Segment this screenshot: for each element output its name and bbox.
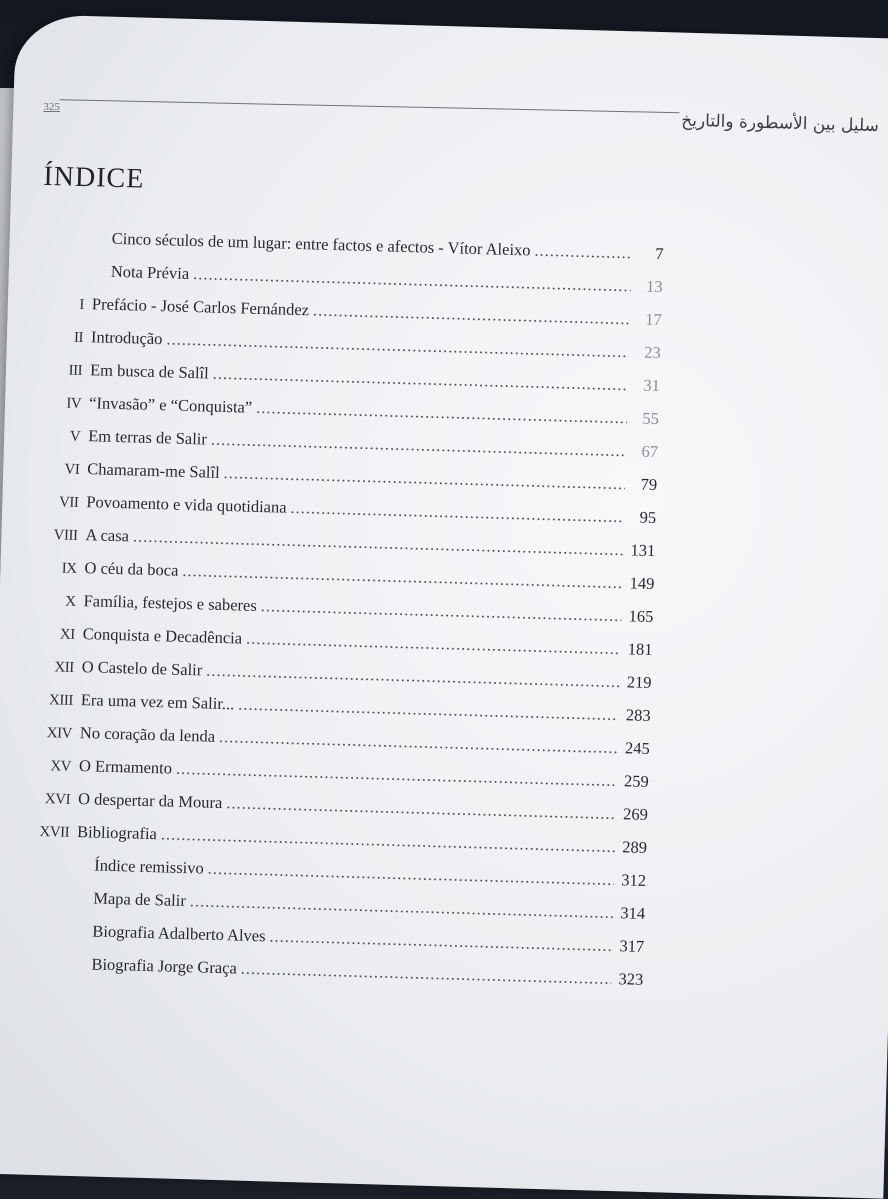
chapter-title: Mapa de Salir xyxy=(93,888,187,911)
chapter-title: O Castelo de Salir xyxy=(81,657,203,680)
chapter-number: V xyxy=(69,428,81,445)
page-ref: 181 xyxy=(627,639,653,660)
page-ref: 17 xyxy=(644,309,662,330)
chapter-number xyxy=(3,967,73,969)
page-title: ÍNDICE xyxy=(43,160,145,195)
book-page xyxy=(0,14,888,1199)
chapter-number xyxy=(5,901,75,903)
chapter-number: XIV xyxy=(46,725,73,742)
chapter-title: Era uma vez em Salir... xyxy=(80,690,235,714)
chapter-title: O céu da boca xyxy=(84,558,179,580)
chapter-number xyxy=(23,274,93,276)
page-ref: 31 xyxy=(643,375,661,396)
chapter-title: Índice remissivo xyxy=(94,855,205,878)
chapter-title: Chamaram-me Salîl xyxy=(87,459,220,482)
chapter-title: Em busca de Salîl xyxy=(89,360,210,383)
chapter-title: Em terras de Salir xyxy=(87,426,208,449)
chapter-title: O Ermamento xyxy=(78,756,173,778)
chapter-number: XIII xyxy=(48,692,74,709)
chapter-title: Bibliografia xyxy=(76,822,158,844)
page-ref: 149 xyxy=(629,573,655,594)
page-ref: 95 xyxy=(639,507,657,528)
chapter-number xyxy=(6,868,76,870)
chapter-title: O despertar da Moura xyxy=(77,789,223,813)
chapter-title: Introdução xyxy=(90,327,163,349)
page-ref: 259 xyxy=(623,771,650,791)
chapter-title: Biografia Adalberto Alves xyxy=(92,921,266,946)
chapter-title: A casa xyxy=(85,525,130,546)
chapter-title: Família, festejos e saberes xyxy=(83,591,258,615)
page-ref: 269 xyxy=(622,804,649,824)
page-ref: 289 xyxy=(621,837,648,857)
chapter-number: IV xyxy=(66,395,82,412)
dot-leader xyxy=(534,241,632,264)
chapter-number xyxy=(4,934,74,936)
page-ref: 67 xyxy=(641,441,659,462)
chapter-number: XII xyxy=(54,659,74,676)
page-ref: 317 xyxy=(619,936,645,956)
chapter-title: Nota Prévia xyxy=(110,261,190,283)
chapter-number: II xyxy=(73,329,84,346)
chapter-number: VIII xyxy=(53,527,78,544)
chapter-number xyxy=(24,241,94,243)
chapter-number: IX xyxy=(61,560,77,577)
page-ref: 219 xyxy=(626,672,652,693)
table-of-contents xyxy=(3,226,664,1003)
chapter-number: XVII xyxy=(39,823,70,841)
chapter-title: Biografia Jorge Graça xyxy=(91,954,238,978)
page-number: 325 xyxy=(43,101,60,114)
chapter-number: VI xyxy=(64,461,80,478)
chapter-title: Prefácio - José Carlos Fernández xyxy=(91,294,310,320)
page-ref: 13 xyxy=(645,276,663,297)
page-ref: 79 xyxy=(640,474,658,495)
header-rule xyxy=(60,99,680,113)
page-ref: 283 xyxy=(625,705,651,725)
page-ref: 23 xyxy=(644,342,662,363)
page-ref: 245 xyxy=(624,738,651,758)
running-title: سليل بين الأسطورة والتاريخ xyxy=(681,110,880,137)
page-ref: 55 xyxy=(642,408,660,429)
chapter-number: XV xyxy=(50,758,72,775)
chapter-title: Povoamento e vida quotidiana xyxy=(86,492,287,517)
page-ref: 312 xyxy=(621,870,647,890)
chapter-number: XVI xyxy=(44,791,71,808)
chapter-title: Conquista e Decadência xyxy=(82,624,243,648)
page-ref: 323 xyxy=(618,969,644,989)
chapter-number: I xyxy=(79,296,85,314)
chapter-number: VII xyxy=(58,494,79,511)
chapter-number: III xyxy=(68,362,83,379)
chapter-title: “Invasão” e “Conquista” xyxy=(88,393,253,417)
chapter-number: X xyxy=(65,593,76,610)
page-ref: 131 xyxy=(630,540,656,561)
chapter-number: XI xyxy=(59,626,75,643)
chapter-title: Cinco séculos de um lugar: entre factos e afectos - Vítor Aleixo xyxy=(111,228,531,260)
chapter-title: No coração da lenda xyxy=(79,723,216,746)
page-ref: 314 xyxy=(620,903,646,923)
page-ref: 165 xyxy=(628,606,654,627)
page-ref: 7 xyxy=(655,243,664,264)
